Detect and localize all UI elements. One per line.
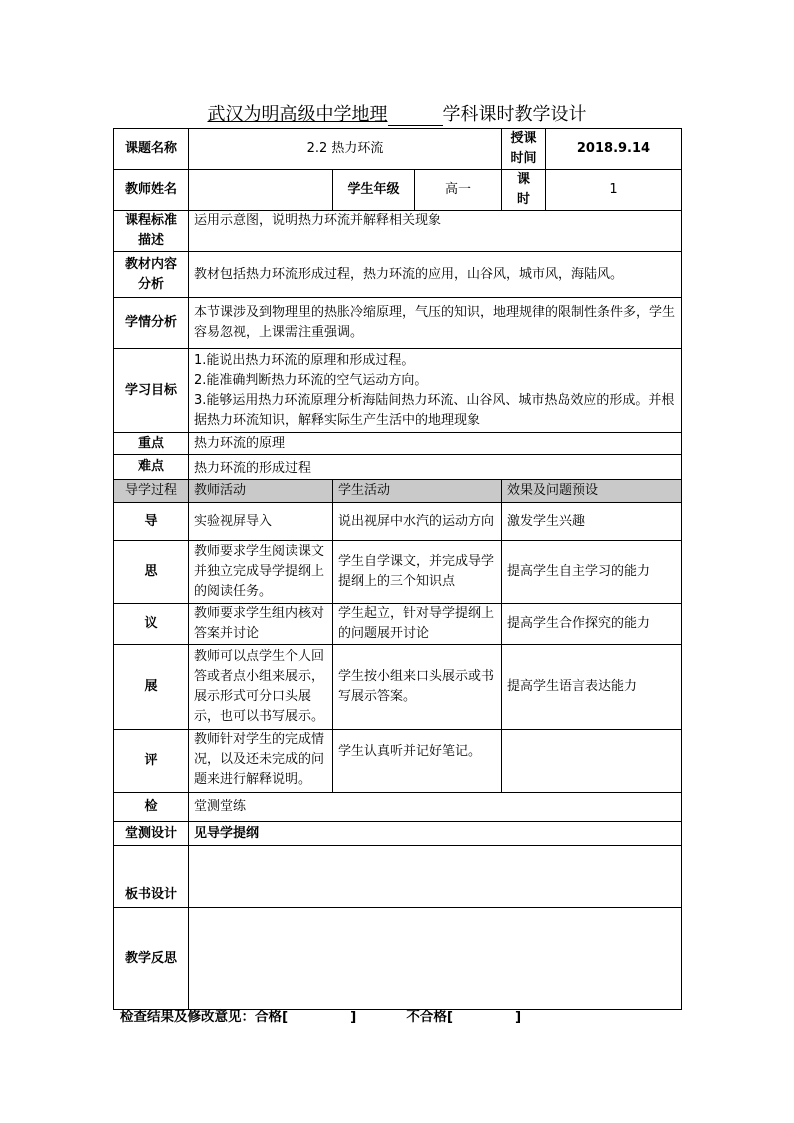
row-key [114,433,682,455]
time-value: 2018.9.14 [546,129,682,170]
standard-label: 课程标准描述 [114,211,189,252]
review-pass-close: ] [350,1009,357,1025]
period-value: 1 [546,170,682,211]
test-design-label: 堂测设计 [114,822,189,846]
reflection-label: 教学反思 [114,908,189,1010]
review-fail-close: ] [515,1009,522,1025]
key-label: 重点 [114,433,189,455]
check-label: 检 [114,793,189,822]
row-student-analysis [114,298,682,349]
review-pass-label: 检查结果及修改意见：合格[ [120,1009,289,1025]
student-analysis-text: 本节课涉及到物理里的热胀冷缩原理，气压的知识，地理规律的限制性条件多，学生容易忽视，上课需注重强调。 [189,298,682,349]
process-step: 思 [114,541,189,604]
process-effect: 提高学生语言表达能力 [502,645,682,730]
process-student: 学生认真听并记好笔记。 [333,730,502,793]
process-row [114,503,682,541]
process-header-teacher: 教师活动 [189,480,333,503]
topic-label: 课题名称 [114,129,189,170]
key-text: 热力环流的原理 [189,433,682,455]
process-teacher: 教师针对学生的完成情况，以及还未完成的问题来进行解释说明。 [189,730,333,793]
process-teacher: 教师要求学生阅读课文并独立完成导学提纲上的阅读任务。 [189,541,333,604]
time-label: 授课时间 [502,129,546,170]
process-effect: 提高学生自主学习的能力 [502,541,682,604]
grade-label: 学生年级 [333,170,415,211]
process-step: 议 [114,604,189,645]
reflection-area [189,908,682,1010]
process-step: 评 [114,730,189,793]
process-student: 学生起立，针对导学提纲上的问题展开讨论 [333,604,502,645]
process-teacher: 教师要求学生组内核对答案并讨论 [189,604,333,645]
row-test-design [114,822,682,846]
process-effect [502,730,682,793]
title-blank [388,107,443,126]
process-row [114,730,682,793]
title-suffix: 学科课时教学设计 [442,104,587,125]
process-step: 导 [114,503,189,541]
row-material [114,252,682,298]
process-header-student: 学生活动 [333,480,502,503]
lesson-plan-table [113,128,682,1010]
goal-item: 3.能够运用热力环流原理分析海陆间热力环流、山谷风、城市热岛效应的形成。并根据热力环流知识，解释实际生产生活中的地理现象 [194,392,675,428]
process-row [114,541,682,604]
process-teacher: 教师可以点学生个人回答或者点小组来展示，展示形式可分口头展示，也可以书写展示。 [189,645,333,730]
row-board-design [114,846,682,908]
standard-text: 运用示意图，说明热力环流并解释相关现象 [189,211,682,252]
review-footer [120,1005,521,1025]
row-teacher [114,170,682,211]
process-row [114,645,682,730]
goal-item: 1.能说出热力环流的原理和形成过程。 [194,352,415,368]
row-topic [114,129,682,170]
document-title [0,100,794,126]
process-teacher: 实验视屏导入 [189,503,333,541]
process-step: 展 [114,645,189,730]
process-effect: 激发学生兴趣 [502,503,682,541]
teacher-value [189,170,333,211]
grade-value: 高一 [415,170,502,211]
row-process-header [114,480,682,503]
test-design-text: 见导学提纲 [189,822,682,846]
material-label: 教材内容分析 [114,252,189,298]
goal-item: 2.能准确判断热力环流的空气运动方向。 [194,372,428,388]
review-fail-label: 不合格[ [406,1009,454,1025]
process-student: 说出视屏中水汽的运动方向 [333,503,502,541]
title-school-subject: 武汉为明高级中学地理 [207,104,388,125]
board-design-area [189,846,682,908]
goals-label: 学习目标 [114,349,189,433]
teacher-label: 教师姓名 [114,170,189,211]
difficulty-text: 热力环流的形成过程 [189,455,682,480]
board-design-label: 板书设计 [114,846,189,908]
material-text: 教材包括热力环流形成过程，热力环流的应用，山谷风，城市风，海陆风。 [189,252,682,298]
process-header-step: 导学过程 [114,480,189,503]
row-check [114,793,682,822]
process-effect: 提高学生合作探究的能力 [502,604,682,645]
check-text: 堂测堂练 [189,793,682,822]
process-student: 学生自学课文，并完成导学提纲上的三个知识点 [333,541,502,604]
student-analysis-label: 学情分析 [114,298,189,349]
row-reflection [114,908,682,1010]
goals-text [189,349,682,433]
row-standard [114,211,682,252]
process-student: 学生按小组来口头展示或书写展示答案。 [333,645,502,730]
topic-value: 2.2 热力环流 [189,129,502,170]
difficulty-label: 难点 [114,455,189,480]
row-goals [114,349,682,433]
process-row [114,604,682,645]
process-header-effect: 效果及问题预设 [502,480,682,503]
period-label: 课 时 [502,170,546,211]
row-difficulty [114,455,682,480]
